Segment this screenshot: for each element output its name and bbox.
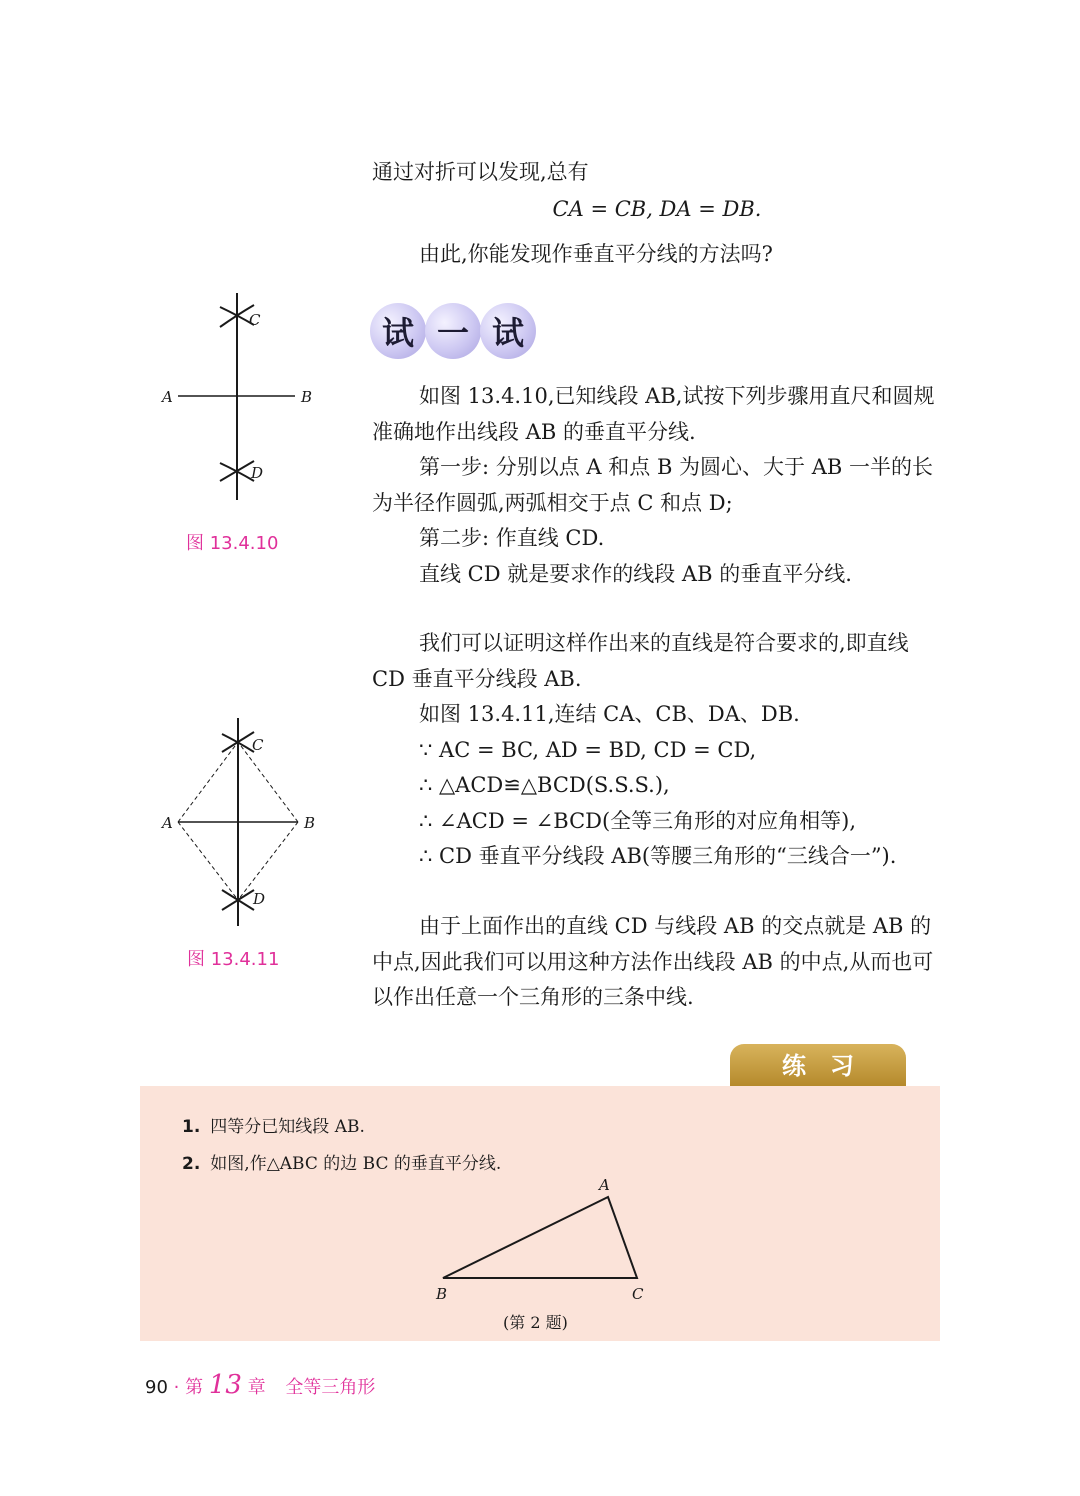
conclusion: 由于上面作出的直线 CD 与线段 AB 的交点就是 AB 的中点,因此我们可以用这种方法作出线段 AB 的中点,从而也可以作出任意一个三角形的三条中线. [372,914,934,1009]
fig2-label-d: D [253,890,266,908]
fig2-label-a: A [162,814,173,832]
try-char-1: 试 [370,303,426,359]
exercise-item-2-num: 2. [182,1154,201,1174]
triangle-label-b: B [436,1285,448,1303]
try-char-2: 一 [425,303,481,359]
proof-because: ∵ AC = BC, AD = BD, CD = CD, [419,737,757,762]
proof-therefore-1: ∴ △ACD≌△BCD(S.S.S.), [419,773,670,797]
proof-connect: 如图 13.4.11,连结 CA、CB、DA、DB. [419,702,800,726]
try-it-badge [370,303,540,359]
chapter-number: 13 [208,1370,242,1400]
step-one: 第一步: 分别以点 A 和点 B 为圆心、大于 AB 一半的长为半径作圆弧,两弧相交于点 C 和点 D; [372,455,933,515]
exercise-item-2-text: 如图,作△ABC 的边 BC 的垂直平分线. [210,1154,502,1174]
question: 由此,你能发现作垂直平分线的方法吗? [419,242,773,266]
page-number: 90 [145,1377,168,1398]
triangle-label-a: A [599,1176,610,1194]
fig1-label-d: D [251,464,264,482]
fig1-label-a: A [162,388,173,406]
fig2-label-b: B [304,814,316,832]
intro-line: 通过对折可以发现,总有 [372,160,589,184]
fig1-label-b: B [301,388,313,406]
proof-claim: 我们可以证明这样作出来的直线是符合要求的,即直线 CD 垂直平分线段 AB. [372,631,909,691]
chapter-suffix: 章 [247,1377,266,1398]
intro-text [372,155,942,191]
figure-caption-2: 图 13.4.11 [187,949,280,970]
proof-text [372,626,942,875]
conclusion-text [372,909,942,1016]
exercise-item-1 [182,1112,365,1137]
chapter-prefix: 第 [185,1377,204,1398]
proof-therefore-2: ∴ ∠ACD = ∠BCD(全等三角形的对应角相等), [419,808,857,833]
exercise-caption: (第 2 题) [503,1313,568,1332]
fig1-label-c: C [249,311,261,329]
step-result: 直线 CD 就是要求作的线段 AB 的垂直平分线. [419,561,852,586]
step-two: 第二步: 作直线 CD. [419,526,605,550]
step-intro: 如图 13.4.10,已知线段 AB,试按下列步骤用直尺和圆规准确地作出线段 AB 的垂直平分线. [372,384,935,444]
figure-caption-1: 图 13.4.10 [186,533,279,554]
chapter-title: 全等三角形 [285,1377,376,1398]
question-text [372,237,942,273]
steps-text [372,379,942,592]
fig2-label-c: C [252,736,264,754]
triangle-label-c: C [632,1285,644,1303]
exercise-item-1-text: 四等分已知线段 AB. [210,1117,365,1137]
equation: CA = CB, DA = DB. [552,197,762,221]
try-char-3: 试 [480,303,536,359]
footer-dot: · [173,1377,180,1398]
figure-13-4-11 [150,712,330,937]
page-footer [145,1370,375,1400]
exercise-tab: 练 习 [730,1044,906,1086]
exercise-item-1-num: 1. [182,1117,201,1137]
exercise-triangle [420,1170,670,1310]
figure-13-4-10 [150,285,330,515]
proof-therefore-3: ∴ CD 垂直平分线段 AB(等腰三角形的“三线合一”). [419,844,897,868]
